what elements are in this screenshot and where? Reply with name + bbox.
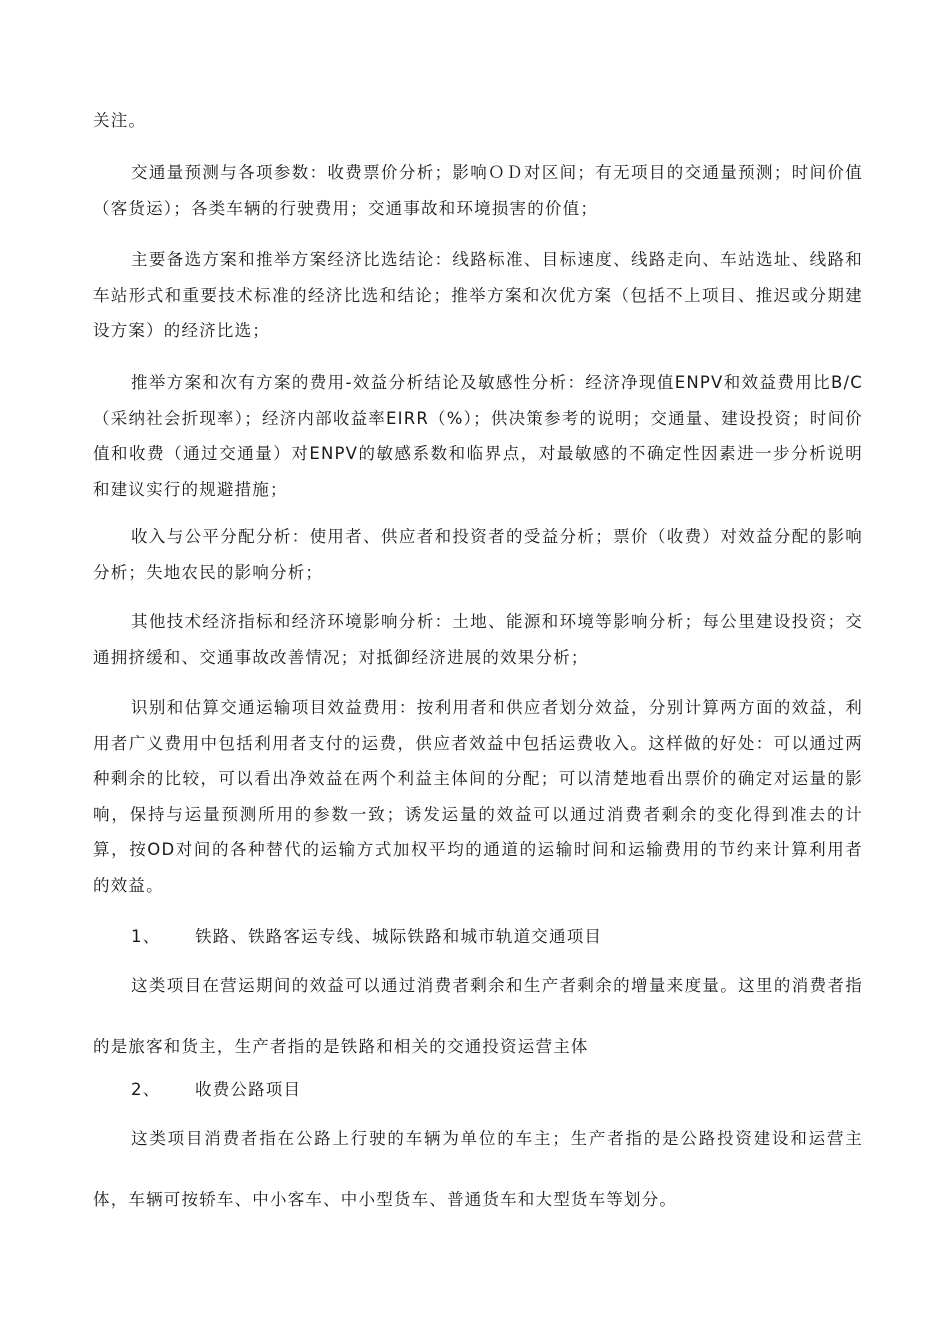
- section-number: 1、: [131, 927, 161, 946]
- section-title: 收费公路项目: [195, 1080, 302, 1099]
- paragraph-traffic-forecast: 交通量预测与各项参数：收费票价分析；影响ＯＤ对区间；有无项目的交通量预测；时间价值（客货运）；各类车辆的行驶费用；交通事故和环境损害的价值；: [93, 163, 863, 218]
- section-number: 2、: [131, 1080, 161, 1099]
- paragraph-railway-benefit: 这类项目在营运期间的效益可以通过消费者剩余和生产者剩余的增量来度量。这里的消费者指的是旅客和货主，生产者指的是铁路和相关的交通投资运营主体: [93, 976, 863, 1056]
- paragraph-other-indicators: 其他技术经济指标和经济环境影响分析：土地、能源和环境等影响分析；每公里建设投资；交通拥挤缓和、交通事故改善情况；对抵御经济进展的效果分析；: [93, 612, 863, 667]
- section-heading-railway: [131, 925, 831, 949]
- paragraph-cost-benefit: 推举方案和次有方案的费用-效益分析结论及敏感性分析：经济净现值ENPV和效益费用比B/C（采纳社会折现率）；经济内部收益率EIRR（%）；供决策参考的说明；交通量、建设投资；时间价值和收费（通过交通量）对ENPV的敏感系数和临界点，对最敏感的不确定性因素进一步分析说明和建议实行的规避措施；: [93, 373, 863, 499]
- paragraph-income-distribution: 收入与公平分配分析：使用者、供应者和投资者的受益分析；票价（收费）对效益分配的影响分析；失地农民的影响分析；: [93, 527, 863, 582]
- paragraph-toll-road-benefit: 这类项目消费者指在公路上行驶的车辆为单位的车主；生产者指的是公路投资建设和运营主体，车辆可按轿车、中小客车、中小型货车、普通货车和大型货车等划分。: [93, 1129, 863, 1209]
- section-title: 铁路、铁路客运专线、城际铁路和城市轨道交通项目: [195, 927, 603, 946]
- section-heading-toll-road: [131, 1078, 831, 1102]
- paragraph-scheme-comparison: 主要备选方案和推举方案经济比选结论：线路标准、目标速度、线路走向、车站选址、线路和车站形式和重要技术标准的经济比选和结论；推举方案和次优方案（包括不上项目、推迟或分期建设方案）的经济比选；: [93, 250, 863, 340]
- paragraph-closing: 关注。: [93, 111, 147, 130]
- paragraph-benefit-identification: 识别和估算交通运输项目效益费用：按利用者和供应者划分效益，分别计算两方面的效益，利用者广义费用中包括利用者支付的运费，供应者效益中包括运费收入。这样做的好处：可以通过两种剩余的比较，可以看出净效益在两个利益主体间的分配；可以清楚地看出票价的确定对运量的影响，保持与运量预测所用的参数一致；诱发运量的效益可以通过消费者剩余的变化得到准去的计算，按OD对间的各种替代的运输方式加权平均的通道的运输时间和运输费用的节约来计算利用者的效益。: [93, 698, 863, 895]
